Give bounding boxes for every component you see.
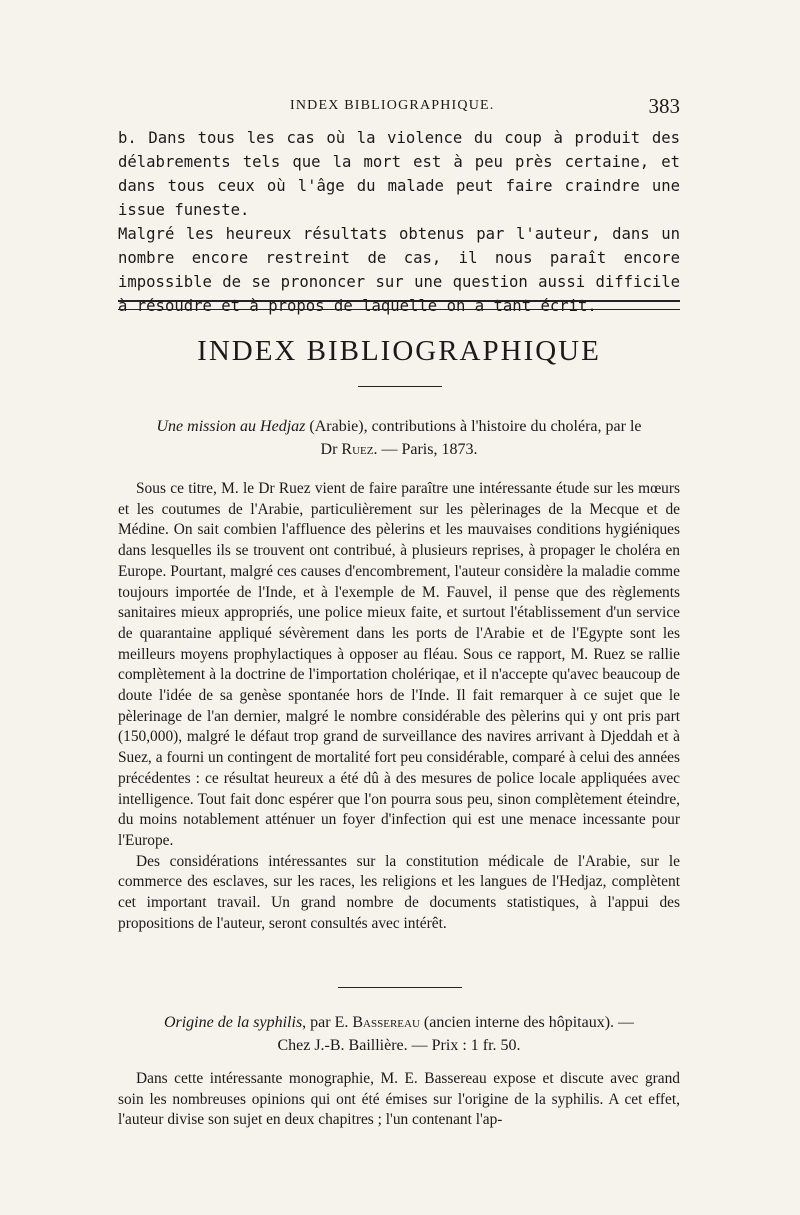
intro-paragraph-b: b. Dans tous les cas où la violence du coup à produit des délabrements tels que la mort est à peu près certaine, et dans tous ceux où l'âge du malade peut faire craindre une issue funeste. xyxy=(118,129,680,219)
section-title: INDEX BIBLIOGRAPHIQUE xyxy=(197,335,601,367)
entry-syphilis-paragraph-1: Dans cette intéressante monographie, M. E. Bassereau expose et discute avec grand soin les nombreuses opinions qui ont été émises sur l'origine de la syphilis. A cet effet, l'auteur divise son sujet en deux chapitres ; l'un contenant l'ap- xyxy=(118,1070,680,1129)
entry-hedjaz-title: Une mission au Hedjaz xyxy=(156,418,306,435)
entry-hedjaz-reference xyxy=(118,415,680,461)
entry-hedjaz-review xyxy=(118,479,680,934)
intro-section xyxy=(118,126,680,318)
entry-syphilis-review xyxy=(118,1069,680,1131)
entry-syphilis-ref-text-2: (ancien interne des hôpitaux). — xyxy=(419,1014,635,1031)
entry-hedjaz-ref-dr: Dr xyxy=(320,441,342,458)
running-header xyxy=(118,94,680,120)
entry-hedjaz-paragraph-1: Sous ce titre, M. le Dr Ruez vient de faire paraître une intéressante étude sur les mœurs et les coutumes de l'Arabie, particulièrement sur les pèlerinages de la Mecque et de Médine. On sait combien l'affluence des pèlerins et les mauvaises conditions hygiéniques dans lesquelles ils se trouvent ont contribué, à plusieurs reprises, à propager le choléra en Europe. Pourtant, malgré ces causes d'encombrement, l'auteur considère la maladie comme toujours importée de l'Inde, et à l'exemple de M. Fauvel, il pense que des règlements sanitaires mieux appropriés, une police mieux faite, et surtout l'établissement d'un service de quarantaine appliqué sévèrement dans les ports de l'Arabie et de l'Egypte sont les meilleurs moyens prophylactiques à opposer au fléau. Sous ce rapport, M. Ruez se rallie complètement à la doctrine de l'importation cholériqae, et il n'accepte qu'avec beaucoup de doute l'idée de sa genèse spontanée hors de l'Inde. Il fait remarquer à ce sujet que le pèlerinage de l'an dernier, malgré le nombre considérable des pèlerins qui y ont pris part (150,000), malgré le défaut trop grand de surveillance des navires arrivant à Djeddah et à Suez, a fourni un contingent de mortalité fort peu considérable, comparé à celui des années précédentes : ce résultat heureux a été dû à des mesures de police locale appliquées avec intelligence. Tout fait donc espérer que l'on pourra sous peu, sinon complètement éteindre, du moins notablement atténuer un foyer d'infection qui est une menace incessante pour l'Europe. xyxy=(118,480,680,849)
intro-paragraph-malgre: Malgré les heureux résultats obtenus par l'auteur, dans un nombre encore restreint de cas, il nous paraît encore impossible de se prononcer sur une question aussi difficile à résoudre et à propos de laquelle on a tant écrit. xyxy=(118,225,680,315)
page-number: 383 xyxy=(648,94,680,118)
entry-separator-rule xyxy=(338,987,462,988)
double-rule-divider xyxy=(118,300,680,310)
entry-hedjaz-author: Ruez xyxy=(341,441,374,458)
entry-syphilis-ref-text-1: , par E. xyxy=(302,1014,353,1031)
entry-syphilis-reference xyxy=(118,1011,680,1057)
entry-syphilis-publisher: Chez J.-B. Baillière. — Prix : 1 fr. 50. xyxy=(277,1037,521,1054)
entry-hedjaz-ref-text-2: . — Paris, 1873. xyxy=(373,441,478,458)
entry-hedjaz-paragraph-2: Des considérations intéressantes sur la constitution médicale de l'Arabie, sur le commerce des esclaves, sur les races, les religions et les langues de l'Hedjaz, complètent cet important travail. Un grand nombre de documents statistiques, à l'appui des propositions de l'auteur, seront consultés avec intérêt. xyxy=(118,852,680,932)
entry-hedjaz-ref-text-1: (Arabie), contributions à l'histoire du choléra, par le xyxy=(305,418,642,435)
entry-syphilis-author: Bassereau xyxy=(352,1014,420,1031)
running-title: INDEX BIBLIOGRAPHIQUE. xyxy=(290,98,495,113)
title-underline-rule xyxy=(358,386,442,387)
entry-hedjaz-citation xyxy=(118,415,680,461)
entry-syphilis-citation xyxy=(118,1011,680,1057)
entry-syphilis-title: Origine de la syphilis xyxy=(163,1014,303,1031)
